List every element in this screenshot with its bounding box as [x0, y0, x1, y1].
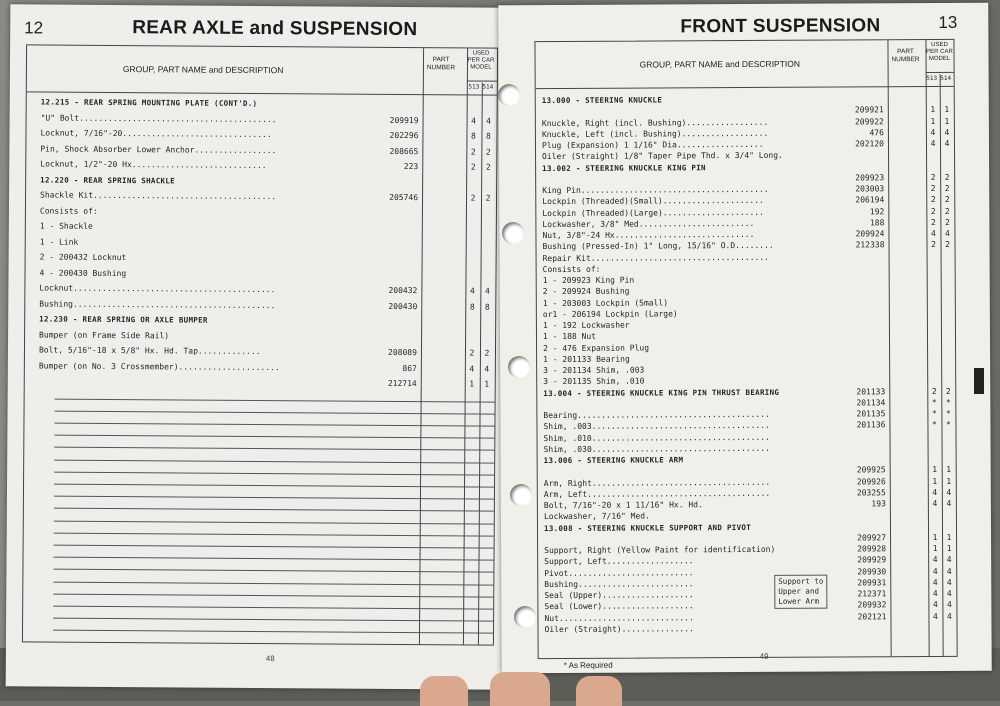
ruled-line: [53, 630, 493, 634]
left-parts-table: [22, 44, 498, 645]
parts-row: [25, 376, 495, 391]
qty-513: 8: [467, 131, 479, 140]
qty-514: *: [942, 398, 954, 407]
left-model-514: 514: [482, 84, 494, 91]
ruled-line: [53, 569, 493, 573]
part-description: Knuckle, Left (incl. Bushing)..................: [542, 128, 882, 139]
qty-514: 4: [943, 589, 955, 598]
part-number: 209922: [842, 117, 884, 126]
qty-514: 2: [482, 194, 494, 203]
part-description: 1 - 209923 King Pin: [543, 274, 883, 285]
part-description: Bolt, 5/16"-18 x 5/8" Hx. Hd. Tap.............: [39, 345, 415, 357]
right-page-number: 13: [938, 13, 957, 33]
part-number: 209929: [844, 556, 886, 565]
qty-513: 2: [927, 206, 939, 215]
qty-514: 2: [942, 386, 954, 395]
qty-514: 4: [483, 116, 495, 125]
qty-513: *: [928, 398, 940, 407]
parts-row: [26, 159, 496, 174]
qty-513: 2: [927, 195, 939, 204]
part-description: Bumper (on Frame Side Rail): [39, 330, 415, 342]
qty-513: 4: [929, 589, 941, 598]
qty-514: 4: [943, 578, 955, 587]
part-description: Consists of:: [40, 206, 416, 218]
ruled-line: [54, 422, 494, 426]
left-page-number: 12: [24, 18, 43, 38]
ruled-line: [54, 496, 494, 500]
qty-513: 4: [929, 499, 941, 508]
parts-row: [25, 283, 495, 298]
qty-514: 2: [482, 163, 494, 172]
parts-row: [26, 175, 496, 190]
part-description: Support, Right (Yellow Paint for identification): [544, 544, 884, 555]
qty-514: 4: [481, 287, 493, 296]
qty-514: 4: [943, 566, 955, 575]
section-tab-marker: [974, 368, 984, 394]
qty-514: 4: [941, 229, 953, 238]
qty-514: 1: [941, 105, 953, 114]
part-number: 201135: [843, 409, 885, 418]
qty-514: 1: [481, 380, 493, 389]
support-note-line: Support to: [778, 577, 823, 587]
part-description: Shim, .003.....................................: [543, 421, 883, 432]
qty-513: 2: [467, 193, 479, 202]
part-description: Knuckle, Right (incl. Bushing).................: [542, 117, 882, 128]
part-number: 202121: [844, 612, 886, 621]
qty-514: 2: [482, 147, 494, 156]
part-description: Bearing........................................: [543, 409, 883, 420]
footnote-as-required: * As Required: [564, 661, 613, 670]
qty-513: 1: [929, 465, 941, 474]
qty-514: 2: [481, 349, 493, 358]
right-footer-page-number: 49: [760, 652, 769, 661]
qty-514: 8: [481, 302, 493, 311]
part-number: 201133: [843, 387, 885, 396]
part-description: 1 - 192 Lockwasher: [543, 319, 883, 330]
qty-513: 4: [927, 229, 939, 238]
qty-514: 4: [481, 364, 493, 373]
group-heading: 13.006 - STEERING KNUCKLE ARM: [544, 454, 884, 465]
qty-514: 2: [941, 240, 953, 249]
right-header-subline: [926, 72, 954, 73]
qty-513: 2: [928, 386, 940, 395]
part-number: 209931: [844, 578, 886, 587]
part-description: Shim, .010.....................................: [543, 432, 883, 443]
left-header-subline: [467, 80, 497, 81]
part-description: 4 - 200430 Bushing: [39, 268, 415, 280]
part-description: Seal (Lower)...................: [544, 601, 884, 612]
qty-514: 1: [941, 116, 953, 125]
parts-row: [26, 206, 496, 221]
part-number: 200430: [375, 301, 417, 310]
qty-514: 4: [941, 128, 953, 137]
left-header-description: GROUP, PART NAME and DESCRIPTION: [123, 64, 284, 75]
parts-row: [25, 268, 495, 283]
group-heading: 13.004 - STEERING KNUCKLE KING PIN THRUST BEARING: [543, 387, 883, 398]
parts-row: [25, 361, 495, 376]
ruled-line: [53, 593, 493, 597]
part-number: 209930: [844, 567, 886, 576]
left-table-header: [27, 45, 497, 95]
part-number: 192: [842, 207, 884, 216]
part-description: 2 - 209924 Bushing: [543, 286, 883, 297]
ruled-line: [54, 557, 494, 561]
qty-514: 4: [943, 555, 955, 564]
support-note-line: Lower Arm: [778, 597, 823, 607]
right-parts-table: [534, 39, 957, 659]
finger: [576, 676, 622, 706]
group-heading: 13.002 - STEERING KNUCKLE KING PIN: [542, 162, 882, 173]
left-header-used-per-car: USED PER CAR MODEL: [467, 50, 495, 71]
ruled-line: [53, 618, 493, 622]
ruled-line: [55, 410, 495, 414]
part-number: 188: [842, 218, 884, 227]
ruled-line: [54, 508, 494, 512]
part-description: Locknut, 7/16"-20...............................: [40, 128, 416, 140]
qty-513: 4: [929, 555, 941, 564]
part-description: 3 - 201135 Shim, .010: [543, 376, 883, 387]
parts-row: [25, 299, 495, 314]
qty-513: 4: [929, 611, 941, 620]
part-description: 2 - 476 Expansion Plug: [543, 342, 883, 353]
part-description: Pivot..........................: [544, 567, 884, 578]
parts-row: [27, 113, 497, 128]
qty-514: *: [942, 420, 954, 429]
qty-513: 2: [467, 162, 479, 171]
qty-514: 1: [943, 476, 955, 485]
qty-513: 1: [927, 105, 939, 114]
part-number: 201134: [843, 398, 885, 407]
parts-row: [27, 97, 497, 112]
part-number: 212371: [844, 589, 886, 598]
right-model-514: 514: [940, 75, 952, 82]
qty-513: 2: [466, 348, 478, 357]
left-header-part-number: PART NUMBER: [423, 56, 459, 72]
part-number: 203003: [842, 184, 884, 193]
ruled-line: [54, 544, 494, 548]
qty-513: 4: [929, 600, 941, 609]
part-description: Support, Left..................: [544, 556, 884, 567]
part-description: Shackle Kit......................................: [40, 190, 416, 202]
right-table-header: [535, 40, 953, 89]
qty-514: 2: [941, 184, 953, 193]
part-number: 209926: [844, 477, 886, 486]
part-number: 202296: [376, 131, 418, 140]
qty-513: 4: [929, 566, 941, 575]
qty-514: *: [942, 409, 954, 418]
group-heading: 12.215 - REAR SPRING MOUNTING PLATE (CONT'D.): [41, 97, 417, 109]
part-description: Bushing (Pressed-In) 1" Long, 15/16" O.D........: [542, 241, 882, 252]
part-description: 3 - 201134 Shim, .003: [543, 364, 883, 375]
qty-513: 8: [466, 302, 478, 311]
part-description: Lockwasher, 3/8" Med........................: [542, 218, 882, 229]
qty-513: 4: [466, 364, 478, 373]
qty-513: 2: [927, 240, 939, 249]
part-description: 1 - 203003 Lockpin (Small): [543, 297, 883, 308]
right-header-description: GROUP, PART NAME and DESCRIPTION: [640, 59, 801, 70]
qty-514: 2: [941, 173, 953, 182]
qty-514: 4: [943, 488, 955, 497]
parts-row: [26, 128, 496, 143]
part-description: Pin, Shock Absorber Lower Anchor.................: [40, 144, 416, 156]
part-description: Bushing........................: [544, 578, 884, 589]
part-number: 212714: [375, 379, 417, 388]
qty-514: 1: [943, 533, 955, 542]
group-heading: 13.000 - STEERING KNUCKLE: [542, 94, 882, 105]
part-number: 212338: [842, 241, 884, 250]
ruled-line: [54, 435, 494, 439]
part-number: 476: [842, 128, 884, 137]
qty-514: 8: [482, 132, 494, 141]
part-description: King Pin.......................................: [542, 184, 882, 195]
ruled-line: [53, 581, 493, 585]
right-header-used-per-car: USED PER CAR MODEL: [925, 42, 953, 63]
binder-hole: [498, 84, 520, 106]
binder-hole: [508, 356, 530, 378]
part-description: "U" Bolt.........................................: [41, 113, 417, 125]
parts-row: [25, 330, 495, 345]
group-heading: 12.230 - REAR SPRING OR AXLE BUMPER: [39, 314, 415, 326]
qty-513: 2: [927, 218, 939, 227]
part-number: 209928: [844, 544, 886, 553]
part-description: 2 - 200432 Locknut: [40, 252, 416, 264]
right-page: [498, 3, 991, 674]
qty-514: 2: [941, 218, 953, 227]
part-description: Nut............................: [544, 612, 884, 623]
part-number: 209927: [844, 533, 886, 542]
parts-row: [26, 221, 496, 236]
qty-513: 2: [927, 173, 939, 182]
part-description: Locknut..........................................: [39, 283, 415, 295]
ruled-line: [54, 520, 494, 524]
qty-513: 4: [466, 286, 478, 295]
qty-513: 4: [929, 578, 941, 587]
part-number: 200432: [375, 286, 417, 295]
qty-514: 4: [941, 139, 953, 148]
group-heading: 13.008 - STEERING KNUCKLE SUPPORT AND PIVOT: [544, 522, 884, 533]
part-description: Arm, Left......................................: [544, 488, 884, 499]
qty-513: 4: [929, 488, 941, 497]
parts-row: [25, 345, 495, 360]
part-number: 203255: [844, 488, 886, 497]
qty-513: 4: [927, 139, 939, 148]
qty-513: 1: [927, 116, 939, 125]
part-number: 208665: [376, 146, 418, 155]
qty-514: 1: [943, 544, 955, 553]
binder-hole: [510, 484, 532, 506]
finger: [420, 676, 468, 706]
ruled-line: [53, 605, 493, 609]
part-number: 205746: [376, 193, 418, 202]
qty-513: *: [928, 420, 940, 429]
part-description: Nut, 3/8"-24 Hx.............................: [542, 229, 882, 240]
qty-513: 2: [467, 147, 479, 156]
support-note-box: [774, 575, 827, 609]
part-description: Oiler (Straight) 1/8" Taper Pipe Thd. x 3/4" Long.: [542, 151, 882, 162]
ruled-line: [54, 471, 494, 475]
right-page-title: FRONT SUSPENSION: [680, 15, 880, 38]
qty-514: 4: [943, 499, 955, 508]
part-description: 1 - Shackle: [40, 221, 416, 233]
parts-row: [25, 314, 495, 329]
part-description: 1 - Link: [40, 237, 416, 249]
right-model-513: 513: [926, 75, 938, 82]
qty-513: 4: [468, 116, 480, 125]
part-number: 209919: [377, 115, 419, 124]
part-description: Lockpin (Threaded)(Small).....................: [542, 196, 882, 207]
part-description: Bumper (on No. 3 Crossmember).....................: [39, 361, 415, 373]
qty-514: 4: [943, 600, 955, 609]
qty-513: 2: [927, 184, 939, 193]
part-number: 209921: [842, 106, 884, 115]
part-description: or1 - 206194 Lockpin (Large): [543, 308, 883, 319]
part-description: Repair Kit.....................................: [543, 252, 883, 263]
qty-514: 2: [941, 206, 953, 215]
qty-513: 1: [929, 476, 941, 485]
part-description: Consists of:: [543, 263, 883, 274]
left-page: [6, 4, 511, 689]
binder-hole: [502, 222, 524, 244]
qty-514: 4: [943, 611, 955, 620]
group-heading: 12.220 - REAR SPRING SHACKLE: [40, 175, 416, 187]
part-number: 209925: [844, 466, 886, 475]
part-number: 193: [844, 499, 886, 508]
ruled-line: [54, 532, 494, 536]
part-description: Arm, Right.....................................: [544, 477, 884, 488]
qty-514: 2: [941, 195, 953, 204]
parts-row: [26, 252, 496, 267]
parts-row: [26, 190, 496, 205]
left-footer-page-number: 48: [266, 654, 275, 663]
part-description: [39, 376, 415, 379]
part-description: Bolt, 7/16"-20 x 1 11/16" Hx. Hd.: [544, 499, 884, 510]
qty-513: 1: [466, 379, 478, 388]
left-page-title: REAR AXLE and SUSPENSION: [132, 17, 417, 41]
parts-row: [26, 237, 496, 252]
ruled-line: [54, 447, 494, 451]
part-description: 1 - 201133 Bearing: [543, 353, 883, 364]
part-number: 206194: [842, 196, 884, 205]
part-number: 201136: [843, 421, 885, 430]
part-number: 209932: [844, 601, 886, 610]
part-number: 209924: [842, 229, 884, 238]
part-number: 209923: [842, 173, 884, 182]
part-description: Lockwasher, 7/16" Med.: [544, 511, 884, 522]
ruled-line: [55, 398, 495, 402]
part-description: Lockpin (Threaded)(Large).....................: [542, 207, 882, 218]
part-description: Locknut, 1/2"-20 Hx............................: [40, 159, 416, 171]
part-number: 208089: [375, 348, 417, 357]
part-description: Shim, .030.....................................: [544, 443, 884, 454]
qty-513: 1: [929, 544, 941, 553]
left-model-513: 513: [468, 83, 480, 90]
part-number: 223: [376, 162, 418, 171]
binder-hole: [514, 606, 536, 628]
part-description: Oiler (Straight)...............: [544, 623, 884, 634]
part-description: 1 - 188 Nut: [543, 331, 883, 342]
part-description: Plug (Expansion) 1 1/16" Dia..................: [542, 139, 882, 150]
part-number: 867: [375, 363, 417, 372]
part-description: Seal (Upper)...................: [544, 589, 884, 600]
part-description: Bushing..........................................: [39, 299, 415, 311]
qty-513: *: [928, 409, 940, 418]
qty-513: 1: [929, 533, 941, 542]
parts-row: [538, 623, 956, 637]
qty-514: 1: [943, 465, 955, 474]
qty-513: 4: [927, 128, 939, 137]
ruled-line: [54, 459, 494, 463]
parts-row: [26, 144, 496, 159]
part-number: 202120: [842, 139, 884, 148]
ruled-line: [54, 483, 494, 487]
support-note-line: Upper and: [778, 587, 823, 597]
right-header-part-number: PART NUMBER: [887, 48, 923, 64]
